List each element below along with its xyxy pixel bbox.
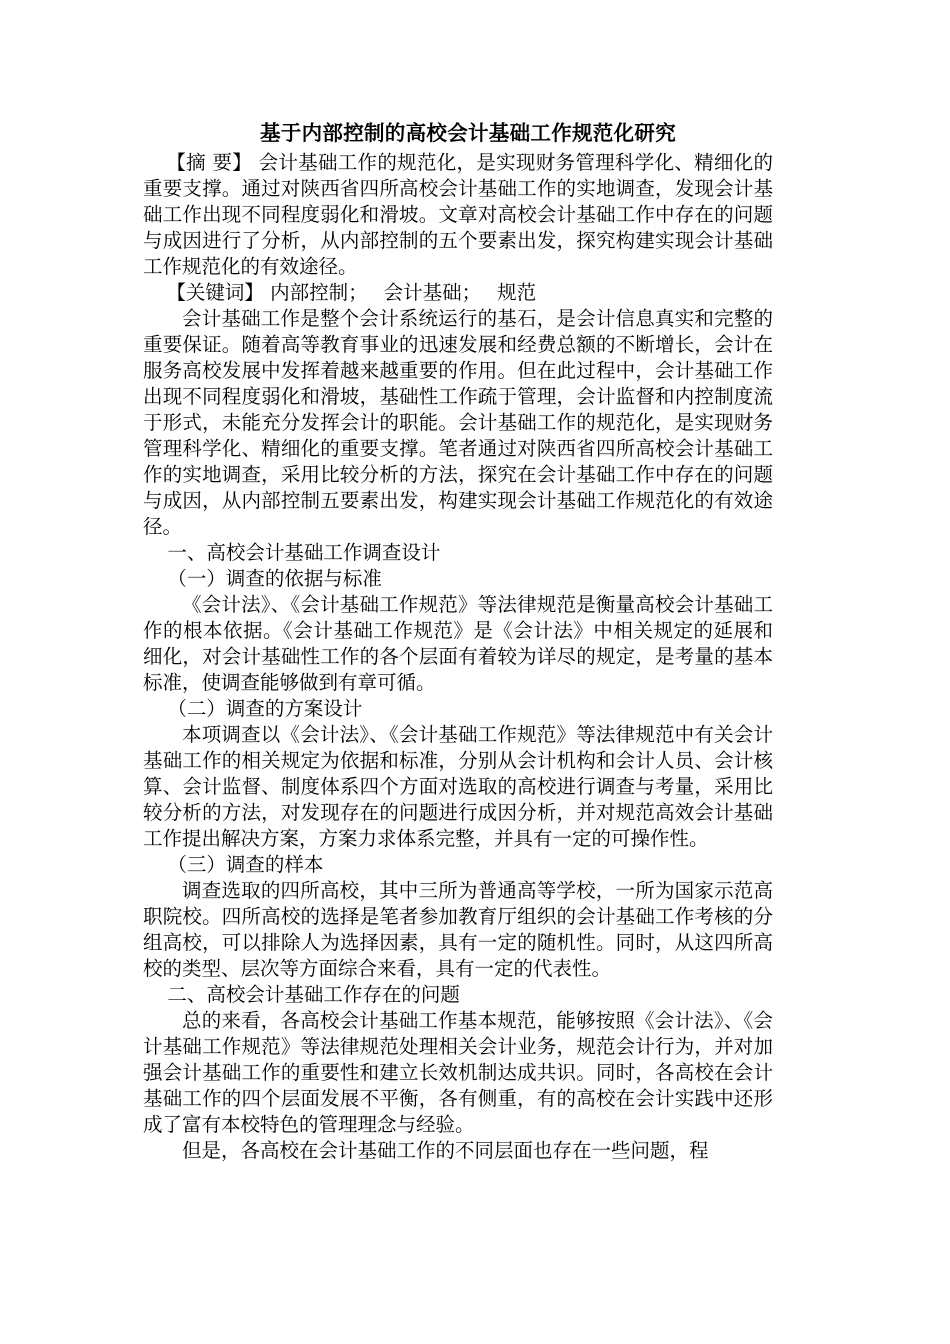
document-title: 基于内部控制的高校会计基础工作规范化研究 [260, 121, 676, 145]
keywords-label: 【关键词】 [166, 281, 264, 304]
keyword-1: 内部控制； [270, 281, 368, 304]
keywords-paragraph [143, 280, 773, 306]
subsection-1-paragraph: 《会计法》、《会计基础工作规范》等法律规范是衡量高校会计基础工作的根本依据。《会计基础工作规范》是《会计法》中相关规定的延展和细化，对会计基础性工作的各个层面有着较为详尽的规定，是考量的基本标准，使调查能够做到有章可循。 [143, 593, 773, 694]
section-1-heading: 一、高校会计基础工作调查设计 [167, 541, 441, 564]
subsection-3-paragraph: 调查选取的四所高校，其中三所为普通高等学校，一所为国家示范高职院校。四所高校的选择是笔者参加教育厅组织的会计基础工作考核的分组高校，可以排除人为选择因素，具有一定的随机性。同时，从这四所高校的类型、层次等方面综合来看，具有一定的代表性。 [143, 879, 773, 980]
document-page [143, 120, 773, 1164]
subsection-2-paragraph: 本项调查以《会计法》、《会计基础工作规范》等法律规范中有关会计基础工作的相关规定为依据和标准，分别从会计机构和会计人员、会计核算、会计监督、制度体系四个方面对选取的高校进行调查与考量，采用比较分析的方法，对发现存在的问题进行成因分析，并对规范高效会计基础工作提出解决方案，方案力求体系完整，并具有一定的可操作性。 [143, 723, 773, 850]
keyword-3: 规范 [497, 281, 537, 304]
keyword-2: 会计基础； [383, 281, 482, 304]
section-2-paragraph-2: 但是，各高校在会计基础工作的不同层面也存在一些问题，程 [182, 1139, 709, 1162]
abstract-paragraph [143, 150, 773, 280]
subsection-1-heading: （一）调查的依据与标准 [167, 567, 382, 590]
subsection-2-heading: （二）调查的方案设计 [167, 697, 363, 720]
subsection-3-heading: （三）调查的样本 [167, 853, 324, 876]
abstract-text: 会计基础工作的规范化，是实现财务管理科学化、精细化的重要支撑。通过对陕西省四所高校会计基础工作的实地调查，发现会计基础工作出现不同程度弱化和滑坡。文章对高校会计基础工作中存在的问题与成因进行了分析，从内部控制的五个要素出发，探究构建实现会计基础工作规范化的有效途径。 [143, 151, 773, 278]
intro-paragraph: 会计基础工作是整个会计系统运行的基石，是会计信息真实和完整的重要保证。随着高等教育事业的迅速发展和经费总额的不断增长，会计在服务高校发展中发挥着越来越重要的作用。但在此过程中，会计基础工作出现不同程度弱化和滑坡，基础性工作疏于管理，会计监督和内控制度流于形式，未能充分发挥会计的职能。会计基础工作的规范化，是实现财务管理科学化、精细化的重要支撑。笔者通过对陕西省四所高校会计基础工作的实地调查，采用比较分析的方法，探究在会计基础工作中存在的问题与成因，从内部控制五要素出发，构建实现会计基础工作规范化的有效途径。 [143, 307, 773, 538]
section-2-heading: 二、高校会计基础工作存在的问题 [167, 983, 460, 1006]
section-2-paragraph-1: 总的来看，各高校会计基础工作基本规范，能够按照《会计法》、《会计基础工作规范》等法律规范处理相关会计业务，规范会计行为，并对加强会计基础工作的重要性和建立长效机制达成共识。同时，各高校在会计基础工作的四个层面发展不平衡，各有侧重，有的高校在会计实践中还形成了富有本校特色的管理理念与经验。 [143, 1009, 773, 1136]
abstract-label: 【摘 要】 [166, 151, 253, 174]
